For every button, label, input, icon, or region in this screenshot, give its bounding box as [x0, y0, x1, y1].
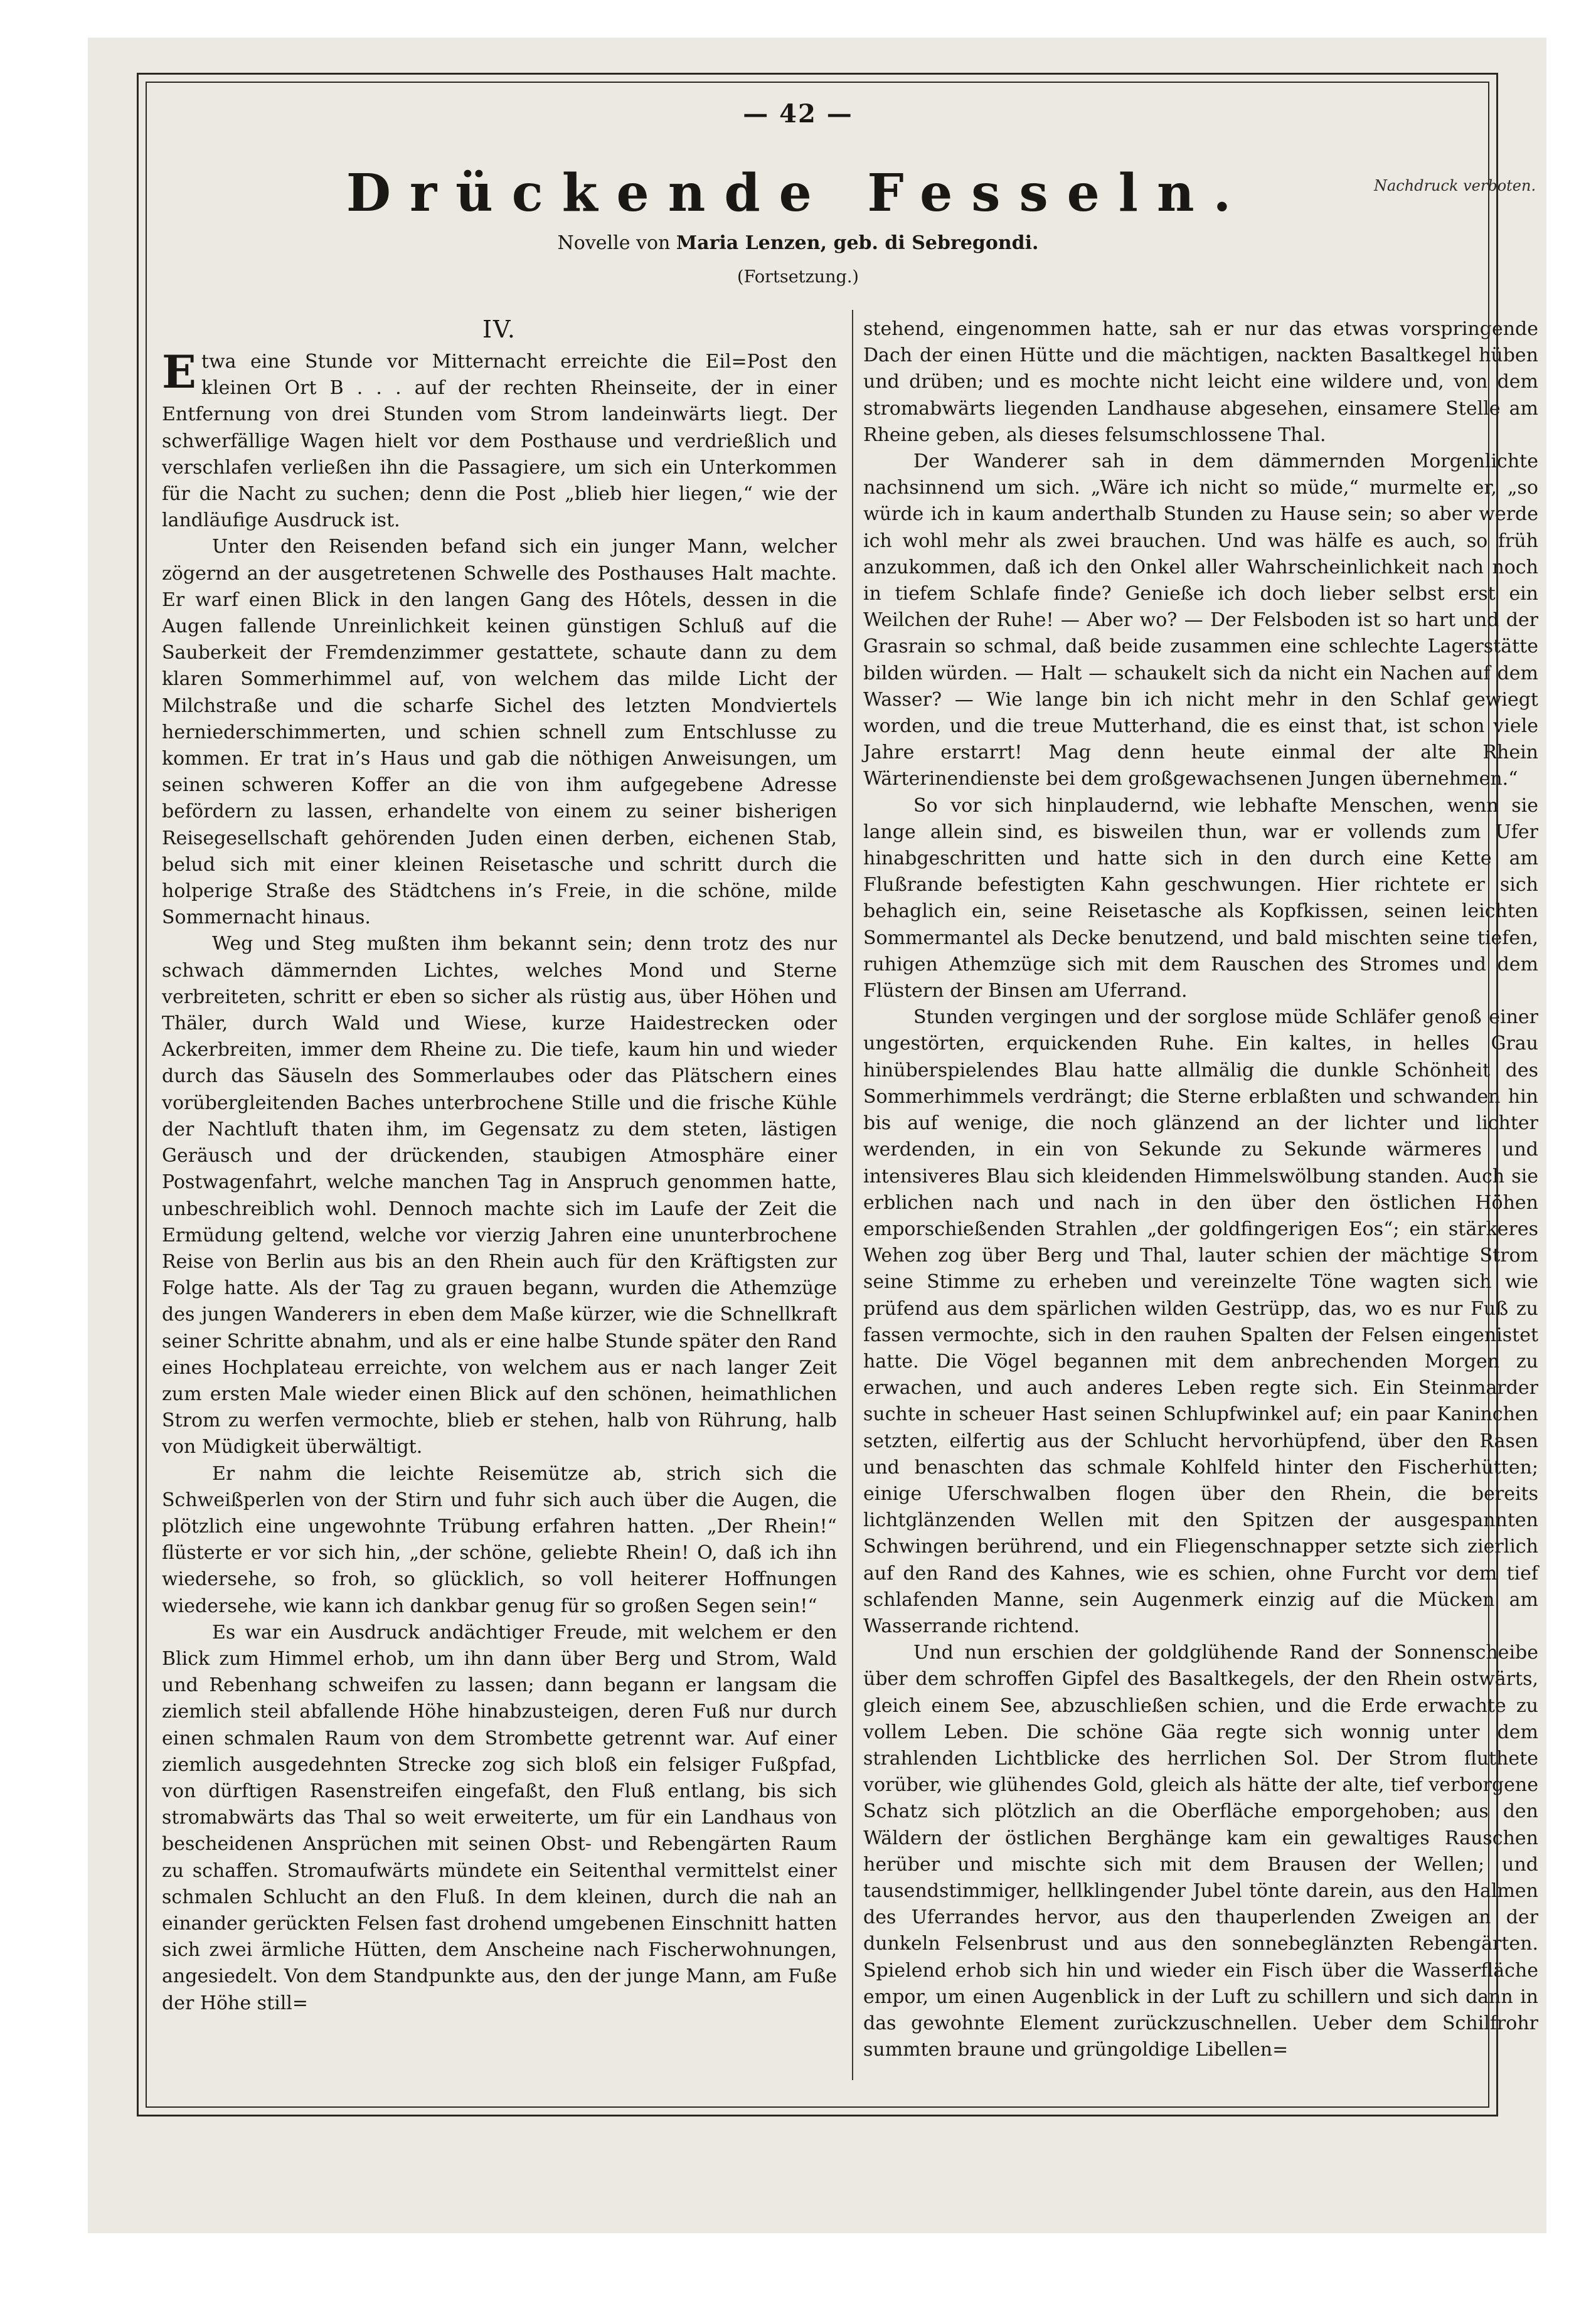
continuation-note: (Fortsetzung.) — [737, 267, 859, 287]
paragraph: Der Wanderer sah in dem dämmernden Morgenlichte nachsinnend um sich. „Wäre ich nicht so müde,“ murmelte er, „so würde ich in kaum anderthalb Stunden zu Hause sein; so aber werde ich wohl mehr als zwei brauchen. Und was hälfe es auch, so früh anzukommen, daß ich den Onkel aller Wahrscheinlichkeit nach noch in tiefem Schlafe finde? Genieße ich doch lieber selbst erst ein Weilchen der Ruhe! — Aber wo? — Der Felsboden ist so hart und der Grasrain so schmal, daß beide zusammen eine schlechte Lagerstätte bilden würden. — Halt — schaukelt sich da nicht ein Nachen auf dem Wasser? — Wie lange bin ich nicht mehr in den Schlaf gewiegt worden, und die treue Mutterhand, die es einst that, ist schon viele Jahre erstarrt! Mag denn heute einmal der alte Rhein Wärterinendienste bei dem großgewachsenen Jungen übernehmen.“ — [863, 450, 1538, 790]
paragraph — [162, 345, 837, 534]
chapter-heading: IV. — [482, 316, 516, 343]
byline-author: Maria Lenzen, geb. di Sebregondi. — [676, 232, 1039, 254]
paragraph-text: twa eine Stunde vor Mitternacht erreichte die Eil=Post den kleinen Ort B . . . auf der rechten Rheinseite, der in einer Entfernung von drei Stunden vom Strom landeinwärts liegt. Der schwerfällige Wagen hielt vor dem Posthause und verdrießlich und verschlafen verließen ihn die Passagiere, um sich ein Unterkommen für die Nacht zu suchen; denn die Post „blieb hier liegen,“ wie der landläufige Ausdruck ist. — [162, 351, 837, 532]
paragraph: Unter den Reisenden befand sich ein junger Mann, welcher zögernd an der ausgetretenen Schwelle des Posthauses Halt machte. Er warf einen Blick in den langen Gang des Hôtels, dessen in die Augen fallende Unreinlichkeit keinen günstigen Schluß auf die Sauberkeit der Fremdenzimmer gestattete, schaute dann zu dem klaren Sommerhimmel auf, von welchem das milde Licht der Milchstraße und die scharfe Sichel des letzten Mondviertels herniederschimmerten, und schien schnell zum Entschlusse zu kommen. Er trat in’s Haus und gab die nöthigen Anweisungen, um seinen schweren Koffer an die von ihm aufgegebene Adresse befördern zu lassen, erhandelte von einem zu seiner bisherigen Reisegesellschaft gehörenden Juden einen derben, eichenen Stab, belud sich mit einer kleinen Reisetasche und schritt durch die holperige Straße des Städtchens in’s Freie, in die schöne, milde Sommernacht hinaus. — [162, 536, 837, 929]
byline-prefix: Novelle von — [557, 232, 676, 254]
page-number: — 42 — — [743, 99, 853, 129]
paragraph: Weg und Steg mußten ihm bekannt sein; denn trotz des nur schwach dämmernden Lichtes, welches Mond und Sterne verbreiteten, schritt er eben so sicher als rüstig aus, über Höhen und Thäler, durch Wald und Wiese, kurze Haidestrecken oder Ackerbreiten, immer dem Rheine zu. Die tiefe, kaum hin und wieder durch das Säuseln des Sommerlaubes oder das Plätschern eines vorübergleitenden Baches unterbrochene Stille und die frische Kühle der Nachtluft thaten ihm, im Gegensatz zu dem steten, lästigen Geräusch und der drückenden, staubigen Atmosphäre einer Postwagenfahrt, welche manchen Tag in Anspruch genommen hatte, unbeschreiblich wohl. Dennoch machte sich im Laufe der Zeit die Ermüdung geltend, welche vor vierzig Jahren eine ununterbrochene Reise von Berlin aus bis an den Rhein auch für den Kräftigsten zur Folge hatte. Als der Tag zu grauen begann, wurden die Athemzüge des jungen Wanderers in eben dem Maße kürzer, wie die Schnellkraft seiner Schritte abnahm, und als er eine halbe Stunde später den Rand eines Hochplateau erreichte, von welchem aus er nach langer Zeit zum ersten Male wieder einen Blick auf den schönen, heimathlichen Strom zu werfen vermochte, blieb er stehen, halb von Rührung, halb von Müdigkeit überwältigt. — [162, 933, 837, 1458]
paragraph: Er nahm die leichte Reisemütze ab, strich sich die Schweißperlen von der Stirn und fuhr sich auch über die Augen, die plötzlich eine ungewohnte Trübung erfahren hatten. „Der Rhein!“ flüsterte er vor sich hin, „der schöne, geliebte Rhein! O, daß ich ihn wiedersehe, so froh, so glücklich, so voll heiterer Hoffnungen wiedersehe, wie kann ich dankbar genug für so großen Segen sein!“ — [162, 1462, 837, 1617]
left-column — [162, 312, 837, 2017]
page-title: Drückende Fesseln. — [346, 163, 1250, 223]
paragraph: stehend, eingenommen hatte, sah er nur das etwas vorspringende Dach der einen Hütte und die mächtigen, nackten Basaltkegel hüben und drüben; und es mochte nicht leicht eine wildere und, von dem stromabwärts liegenden Landhause abgesehen, einsamere Stelle am Rheine geben, als dieses felsumschlossene Thal. — [863, 318, 1538, 446]
paragraph: Es war ein Ausdruck andächtiger Freude, mit welchem er den Blick zum Himmel erhob, um ihn dann über Berg und Strom, Wald und Rebenhang schweifen zu lassen; dann begann er langsam die ziemlich steil abfallende Höhe hinabzusteigen, deren Fuß nur durch einen schmalen Raum von dem Strombette getrennt war. Auf einer ziemlich ausgedehnten Strecke zog sich bloß ein felsiger Fußpfad, von dürftigen Rasenstreifen eingefaßt, den Fluß entlang, bis sich stromabwärts das Thal so weit erweiterte, um für ein Landhaus von bescheidenen Ansprüchen mit seinen Obst- und Rebengärten Raum zu schaffen. Stromaufwärts mündete ein Seitenthal vermittelst einer schmalen Schlucht an den Fluß. In dem kleinen, durch die nah an einander gerückten Felsen fast drohend umgebenen Einschnitt hatten sich zwei ärmliche Hütten, dem Anscheine nach Fischerwohnungen, angesiedelt. Von dem Standpunkte aus, den der junge Mann, am Fuße der Höhe still= — [162, 1621, 837, 2014]
right-column — [863, 316, 1538, 2063]
reprint-notice: Nachdruck verboten. — [1374, 177, 1536, 194]
column-divider — [852, 310, 853, 2080]
paragraph: So vor sich hinplaudernd, wie lebhafte Menschen, wenn sie lange allein sind, es bisweilen thun, war er vollends zum Ufer hinabgeschritten und hatte sich in den durch eine Kette am Flußrande befestigten Kahn geschwungen. Hier richtete er sich behaglich ein, seine Reisetasche als Kopfkissen, seinen leichten Sommermantel als Decke benutzend, und bald mischten seine tiefen, ruhigen Athemzüge sich mit dem Rauschen des Stromes und dem Flüstern der Binsen am Uferrand. — [863, 794, 1538, 1002]
paragraph: Und nun erschien der goldglühende Rand der Sonnenscheibe über dem schroffen Gipfel des Basaltkegels, der den Rhein ostwärts, gleich einem See, abzuschließen schien, und die Erde erwachte zu vollem Leben. Die schöne Gäa regte sich wonnig unter dem strahlenden Lichtblicke des herrlichen Sol. Der Strom fluthete vorüber, wie glühendes Gold, gleich als hätte der alte, tief verborgene Schatz sich plötzlich an die Oberfläche emporgehoben; aus den Wäldern der östlichen Berghänge kam ein gewaltiges Rauschen herüber und mischte sich mit dem Brausen der Wellen; und tausendstimmiger, hellklingender Jubel tönte darein, aus den Halmen des Uferrandes hervor, aus den thauperlenden Zweigen an der dunkeln Felsenbrust und aus den sonnebeglänzten Rebengärten. Spielend erhob sich hin und wieder ein Fisch über die Wasserfläche empor, um einen Augenblick in der Luft zu schillern und sich dann in das gewohnte Element zurückzuschnellen. Ueber dem Schilfrohr summten braune und grüngoldige Libellen= — [863, 1642, 1538, 2061]
byline — [0, 232, 1596, 254]
paragraph: Stunden vergingen und der sorglose müde Schläfer genoß einer ungestörten, erquickenden Ruhe. Ein kaltes, in helles Grau hinüberspielendes Blau hatte allmälig die dunkle Schönheit des Sommerhimmels verdrängt; die Sterne erblaßten und schwanden hin bis auf wenige, die noch glänzend an der lichter und lichter werdenden, in ein von Sekunde zu Sekunde wärmeres und intensiveres Blau sich kleidenden Himmelswölbung standen. Auch sie erblichen nach und nach in den über den östlichen Höhen emporschießenden Strahlen „der goldfingerigen Eos“; ein stärkeres Wehen zog über Berg und Thal, lauter schien der mächtige Strom seine Stimme zu erheben und vereinzelte Töne wagten sich wie prüfend aus dem spärlichen wilden Gestrüpp, das, wo es nur Fuß zu fassen vermochte, sich in den rauhen Spalten der Felsen eingenistet hatte. Die Vögel begannen mit dem anbrechenden Morgen zu erwachen, und auch anderes Leben regte sich. Ein Steinmarder suchte in scheuer Hast seinen Schlupfwinkel auf; ein paar Kaninchen setzten, eilfertig aus der Schlucht hervorhüpfend, über den Rasen und benaschten das schmale Kohlfeld hinter den Fischerhütten; einige Uferschwalben flogen über den Rhein, die bereits lichtglänzenden Wellen mit den Spitzen der ausgespannten Schwingen berührend, und ein Fliegenschnapper setzte sich zierlich auf den Rand des Kahnes, wie es schien, ohne Furcht vor dem tief schlafenden Manne, sein Augenmerk einzig auf die Mücken am Wasserrande richtend. — [863, 1006, 1538, 1637]
drop-cap: E — [162, 345, 196, 398]
